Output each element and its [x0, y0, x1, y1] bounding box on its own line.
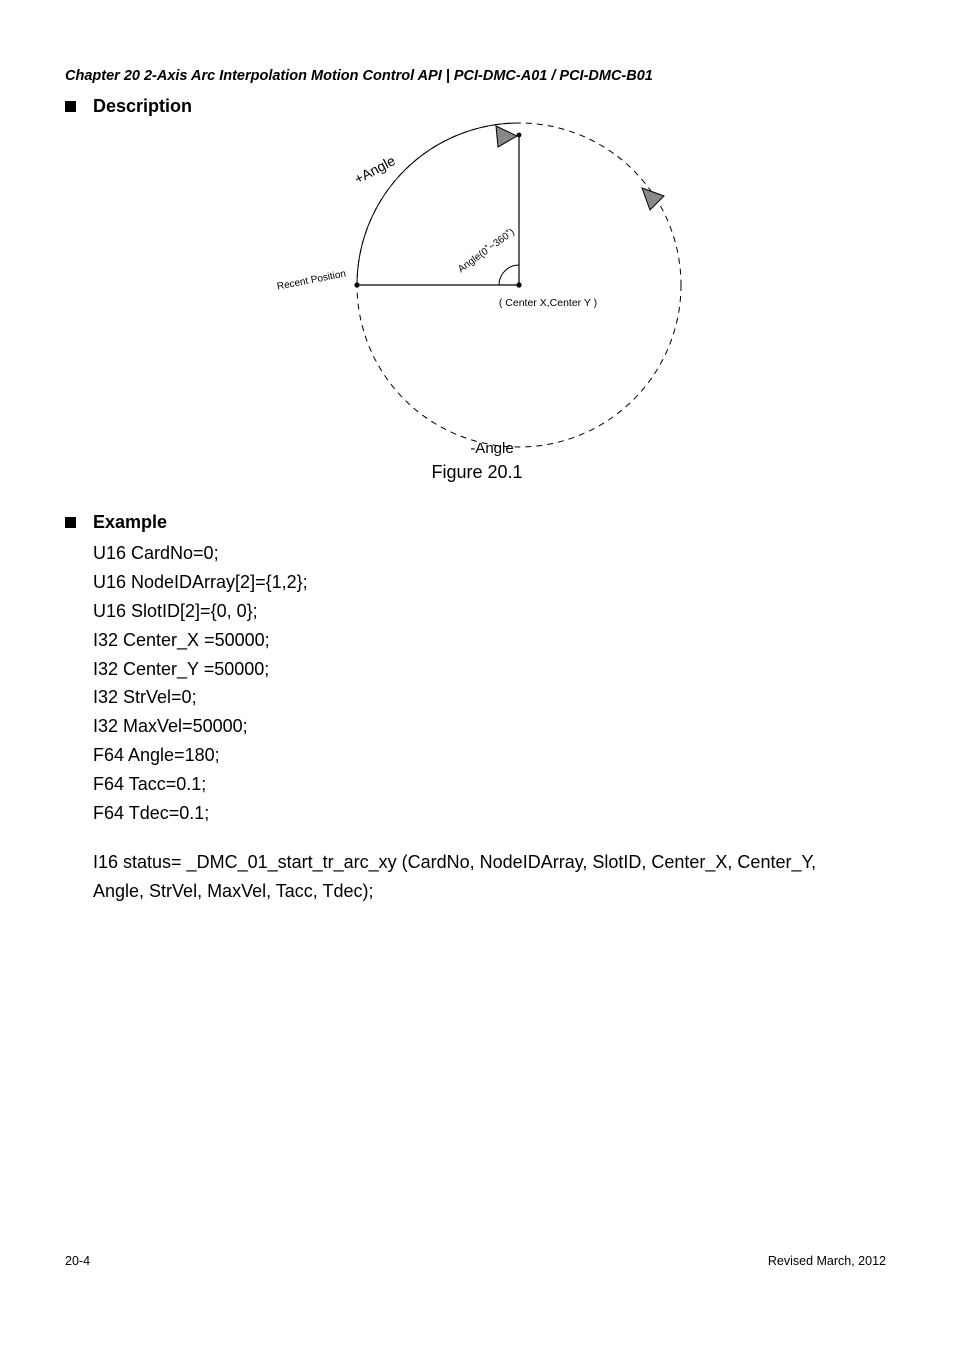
code-line: U16 CardNo=0; [93, 543, 219, 563]
center-point [516, 282, 521, 287]
revision-date: Revised March, 2012 [767, 1254, 886, 1268]
chapter-header: Chapter 20 2-Axis Arc Interpolation Motion Control API | PCI-DMC-A01 / PCI-DMC-B01 [65, 68, 653, 84]
code-line: I32 Center_Y =50000; [93, 658, 270, 679]
page-number: 20-4 [65, 1254, 91, 1268]
minus-angle-label: -Angle [470, 440, 514, 457]
example-heading [65, 512, 167, 533]
code-line: U16 NodeIDArray[2]={1,2}; [93, 571, 308, 592]
end-point [517, 133, 522, 138]
plus-angle-label: +Angle [351, 152, 398, 187]
code-line: I32 StrVel=0; [93, 687, 197, 708]
function-call [93, 848, 893, 905]
arc-interpolation-figure [0, 118, 954, 463]
code-line: F64 Tacc=0.1; [93, 774, 207, 795]
example-code-block [93, 539, 308, 828]
plus-angle-arc [357, 123, 519, 285]
recent-position-point [354, 282, 359, 287]
function-call-line-2: Angle, StrVel, MaxVel, Tacc, Tdec); [93, 880, 374, 901]
description-heading-text: Description [93, 96, 193, 116]
code-line: I32 Center_X =50000; [93, 629, 270, 650]
plus-direction-arrow-icon [496, 126, 517, 147]
figure-caption: Figure 20.1 [431, 462, 523, 482]
code-line: F64 Angle=180; [93, 745, 220, 766]
angle-marker-arc [499, 265, 519, 285]
square-bullet-icon [65, 517, 76, 528]
example-heading-text: Example [93, 512, 168, 532]
arc-diagram [0, 118, 954, 463]
center-label: ( Center X,Center Y ) [498, 297, 598, 309]
angle-range-label: Angle(0˚~360˚) [456, 226, 517, 276]
code-line: U16 SlotID[2]={0, 0}; [93, 600, 258, 621]
recent-position-label: Recent Position [276, 268, 347, 293]
code-line: I32 MaxVel=50000; [93, 716, 248, 737]
description-heading [65, 96, 192, 117]
square-bullet-icon [65, 101, 76, 112]
function-call-line-1: I16 status= _DMC_01_start_tr_arc_xy (CardNo, NodeIDArray, SlotID, Center_X, Center_Y, [93, 852, 817, 872]
code-line: F64 Tdec=0.1; [93, 803, 210, 824]
